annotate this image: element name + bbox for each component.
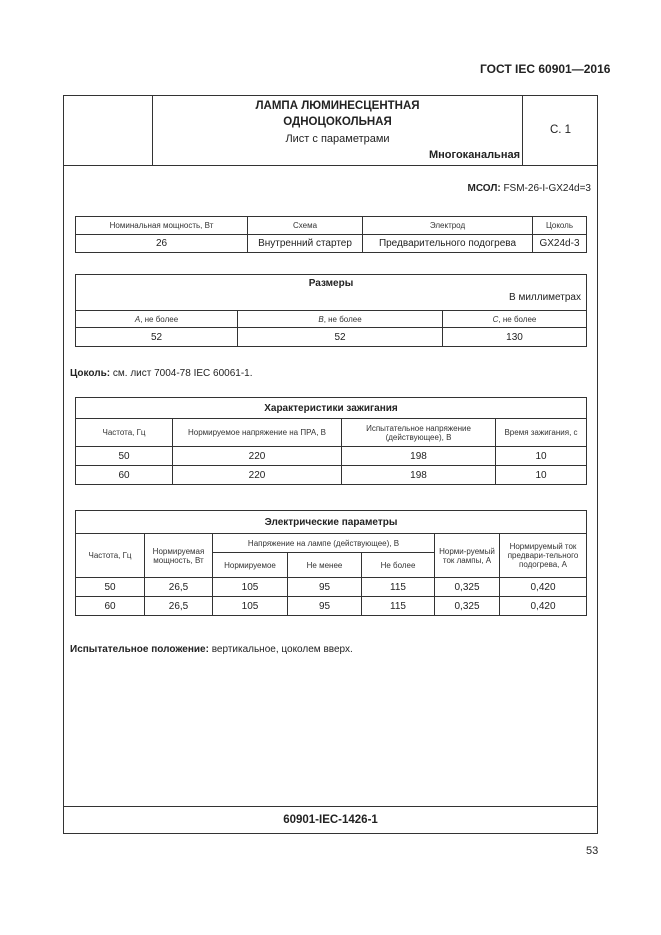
el-header-power: Нормируемая мощность, Вт bbox=[145, 534, 213, 578]
ign-cell: 50 bbox=[76, 447, 173, 466]
standard-number: ГОСТ IEC 60901—2016 bbox=[480, 62, 611, 76]
el-cell: 50 bbox=[76, 578, 145, 597]
cell-electrode: Предварительного подогрева bbox=[363, 235, 533, 253]
dim-header-c: C, не более bbox=[443, 311, 587, 328]
dim-c-value: 130 bbox=[443, 328, 587, 347]
el-cell: 26,5 bbox=[145, 578, 213, 597]
ignition-title: Характеристики зажигания bbox=[76, 398, 587, 419]
el-cell: 115 bbox=[362, 578, 435, 597]
el-header-preheat: Нормируемый ток предвари-тельного подогрева, А bbox=[500, 534, 587, 578]
ign-header-test: Испытательное напряжение (действующее), В bbox=[342, 419, 496, 447]
el-header-current: Норми-руемый ток лампы, А bbox=[435, 534, 500, 578]
cell-power: 26 bbox=[76, 235, 248, 253]
main-table bbox=[75, 216, 587, 253]
ign-cell: 198 bbox=[342, 466, 496, 485]
ign-cell: 60 bbox=[76, 466, 173, 485]
el-cell: 95 bbox=[288, 578, 362, 597]
el-cell: 0,325 bbox=[435, 597, 500, 616]
dimensions-table bbox=[75, 274, 587, 347]
ign-header-freq: Частота, Гц bbox=[76, 419, 173, 447]
sheet-number: С. 1 bbox=[522, 95, 598, 165]
variant-label: Многоканальная bbox=[429, 149, 520, 161]
electrical-title: Электрические параметры bbox=[76, 511, 587, 534]
dim-header-a: A, не более bbox=[76, 311, 238, 328]
dimensions-unit: В миллиметрах bbox=[509, 292, 581, 303]
ignition-table bbox=[75, 397, 587, 485]
el-header-max: Не более bbox=[362, 553, 435, 578]
title-line-1: ЛАМПА ЛЮМИНЕСЦЕНТНАЯ bbox=[255, 100, 420, 112]
el-header-freq: Частота, Гц bbox=[76, 534, 145, 578]
el-cell: 105 bbox=[213, 578, 288, 597]
ign-header-time: Время зажигания, с bbox=[496, 419, 587, 447]
ign-cell: 10 bbox=[496, 447, 587, 466]
dim-a-value: 52 bbox=[76, 328, 238, 347]
mcol-value: FSM-26-I-GX24d=3 bbox=[503, 183, 591, 194]
dim-header-b: B, не более bbox=[238, 311, 443, 328]
header-base: Цоколь bbox=[533, 217, 587, 235]
ign-cell: 220 bbox=[173, 447, 342, 466]
cell-base: GX24d-3 bbox=[533, 235, 587, 253]
el-header-nominal: Нормируемое bbox=[213, 553, 288, 578]
mcol-designation bbox=[467, 183, 591, 194]
header-left-cell bbox=[63, 95, 153, 165]
ign-cell: 198 bbox=[342, 447, 496, 466]
base-note: Цоколь: см. лист 7004-78 IEC 60061-1. bbox=[70, 368, 253, 379]
el-cell: 60 bbox=[76, 597, 145, 616]
ign-cell: 10 bbox=[496, 466, 587, 485]
el-cell: 0,420 bbox=[500, 597, 587, 616]
header-scheme: Схема bbox=[248, 217, 363, 235]
page-number: 53 bbox=[586, 845, 599, 857]
sheet-designation: 60901-IEC-1426-1 bbox=[283, 814, 378, 826]
el-cell: 0,420 bbox=[500, 578, 587, 597]
header-divider bbox=[63, 165, 598, 166]
dimensions-title: Размеры bbox=[308, 278, 354, 289]
dim-b-value: 52 bbox=[238, 328, 443, 347]
el-cell: 0,325 bbox=[435, 578, 500, 597]
mcol-label: МСОЛ: bbox=[467, 183, 501, 194]
dimensions-header bbox=[76, 275, 587, 311]
el-header-min: Не менее bbox=[288, 553, 362, 578]
subtitle: Лист с параметрами bbox=[285, 133, 390, 145]
el-cell: 115 bbox=[362, 597, 435, 616]
el-cell: 105 bbox=[213, 597, 288, 616]
ign-cell: 220 bbox=[173, 466, 342, 485]
ign-header-ballast: Нормируемое напряжение на ПРА, В bbox=[173, 419, 342, 447]
header-electrode: Электрод bbox=[363, 217, 533, 235]
el-cell: 26,5 bbox=[145, 597, 213, 616]
title-line-2: ОДНОЦОКОЛЬНАЯ bbox=[283, 116, 392, 128]
el-header-voltage: Напряжение на лампе (действующее), В bbox=[213, 534, 435, 553]
test-position-note: Испытательное положение: вертикальное, цоколем вверх. bbox=[70, 644, 353, 655]
header-power: Номинальная мощность, Вт bbox=[76, 217, 248, 235]
cell-scheme: Внутренний стартер bbox=[248, 235, 363, 253]
el-cell: 95 bbox=[288, 597, 362, 616]
electrical-table bbox=[75, 510, 587, 616]
